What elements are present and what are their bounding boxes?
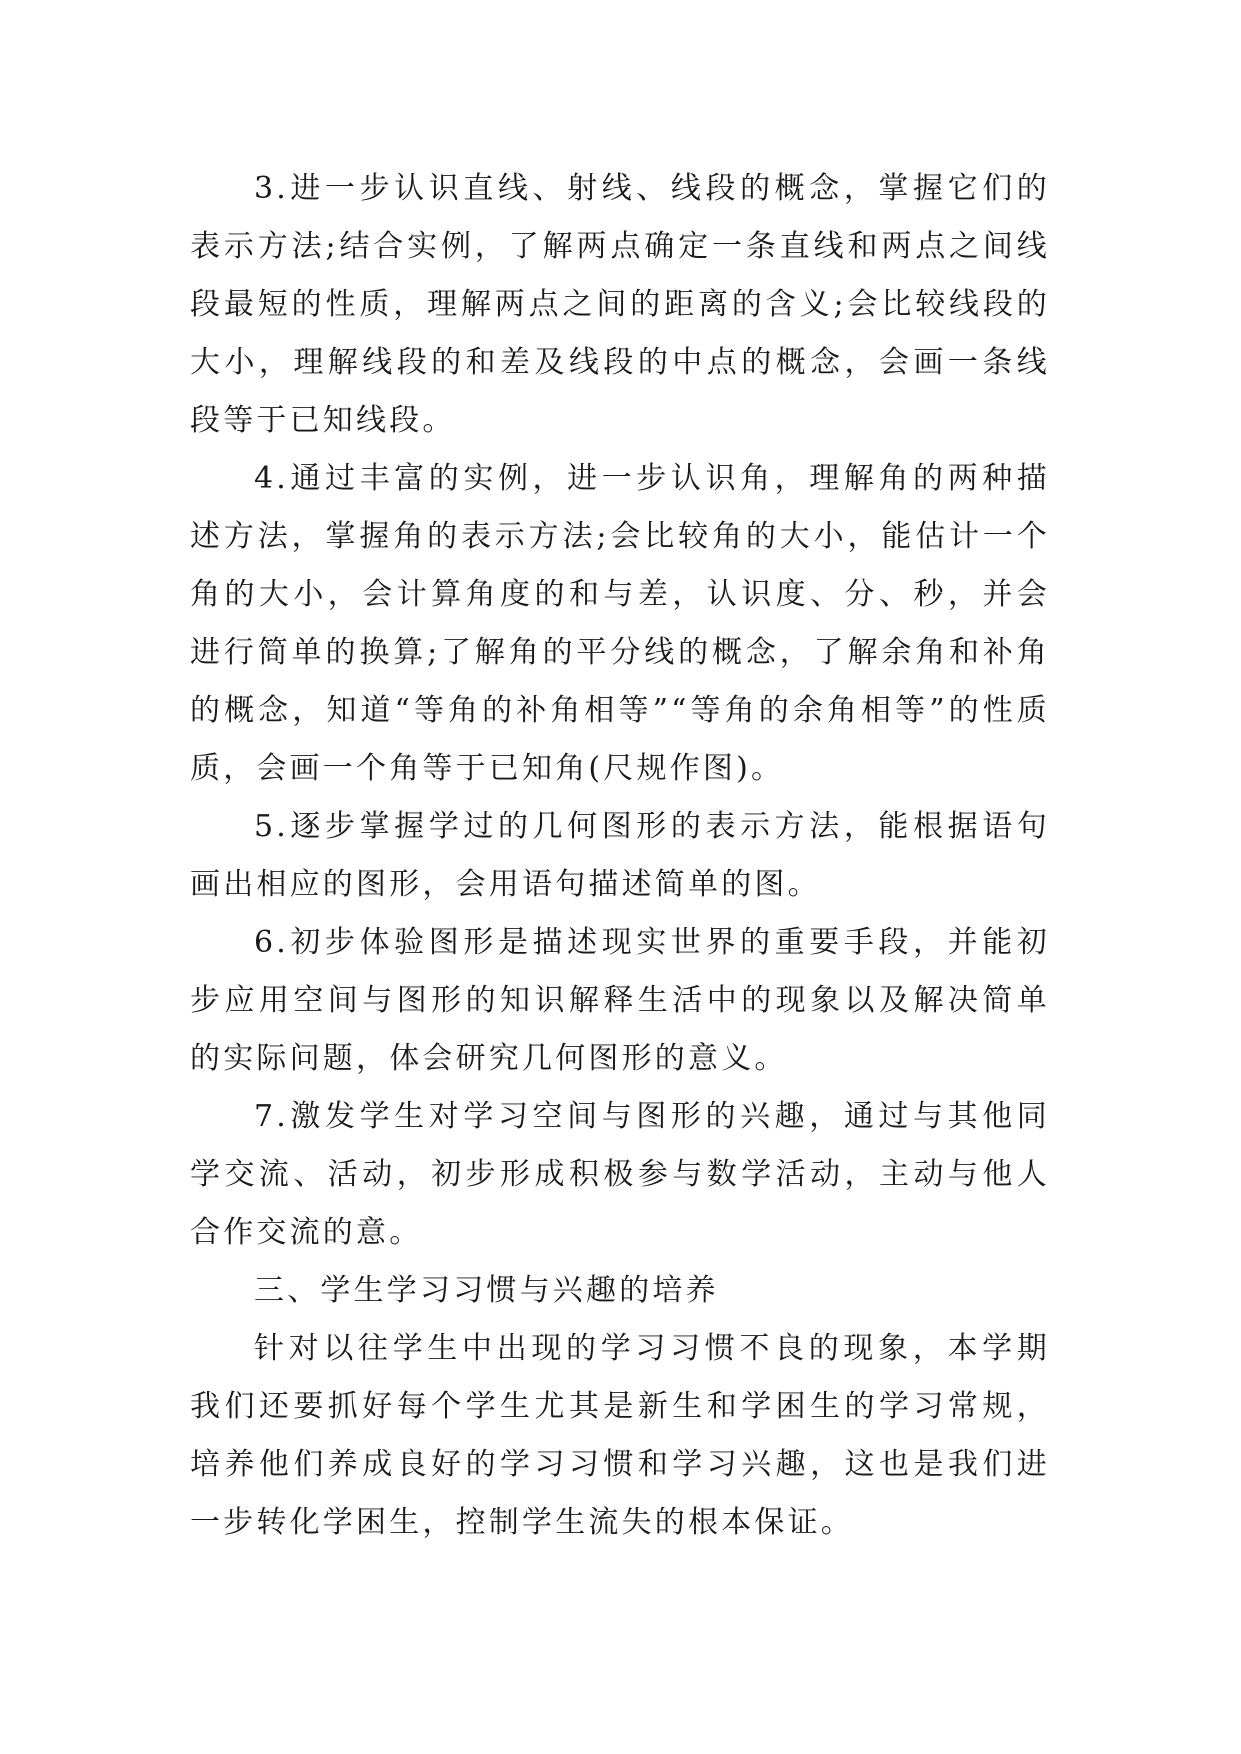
paragraph-item-3: 3.进一步认识直线、射线、线段的概念，掌握它们的表示方法;结合实例，了解两点确定一条直线和两点之间线段最短的性质，理解两点之间的距离的含义;会比较线段的大小，理解线段的和差及线段的中点的概念，会画一条线段等于已知线段。 — [190, 171, 1050, 438]
section-paragraph: 针对以往学生中出现的学习习惯不良的现象，本学期我们还要抓好每个学生尤其是新生和学困生的学习常规，培养他们养成良好的学习习惯和学习兴趣，这也是我们进一步转化学困生，控制学生流失的根本保证。 — [190, 1331, 1050, 1540]
paragraph-item-7: 7.激发学生对学习空间与图形的兴趣，通过与其他同学交流、活动，初步形成积极参与数学活动，主动与他人合作交流的意。 — [190, 1099, 1050, 1250]
paragraph-item-6: 6.初步体验图形是描述现实世界的重要手段，并能初步应用空间与图形的知识解释生活中的现象以及解决简单的实际问题，体会研究几何图形的意义。 — [190, 925, 1050, 1076]
paragraph-item-5: 5.逐步掌握学过的几何图形的表示方法，能根据语句画出相应的图形，会用语句描述简单的图。 — [190, 809, 1050, 902]
document-body — [190, 160, 1050, 1552]
paragraph-item-4: 4.通过丰富的实例，进一步认识角，理解角的两种描述方法，掌握角的表示方法;会比较角的大小，能估计一个角的大小，会计算角度的和与差，认识度、分、秒，并会进行简单的换算;了解角的平分线的概念，了解余角和补角的概念，知道“等角的补角相等”“等角的余角相等”的性质质，会画一个角等于已知角(尺规作图)。 — [190, 461, 1050, 786]
section-heading: 三、学生学习习惯与兴趣的培养 — [254, 1273, 719, 1308]
